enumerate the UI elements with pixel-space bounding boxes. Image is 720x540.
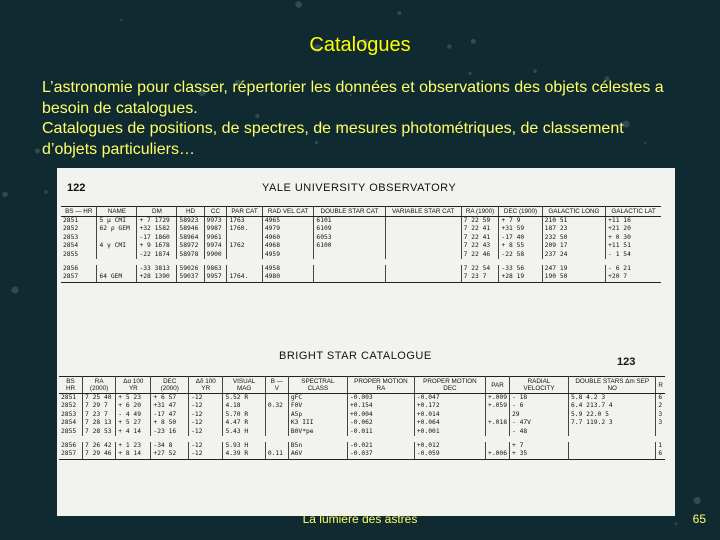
yale-cell: +28 1390 — [137, 273, 177, 282]
bsc-cell: + 5 23 — [116, 394, 151, 403]
bsc-row — [59, 402, 665, 410]
yale-row — [61, 242, 661, 250]
bsc-cell: 5.93 H — [223, 439, 265, 450]
yale-cell: 58946 — [177, 225, 204, 233]
yale-cell: -22 1874 — [137, 251, 177, 262]
yale-cell: -17 40 — [499, 234, 542, 242]
bsc-cell: + 35 — [510, 450, 569, 459]
bsc-cell — [265, 439, 288, 450]
yale-cell — [314, 262, 385, 273]
bsc-header-cell: DEC (2000) — [151, 377, 189, 394]
bsc-cell: + 8 14 — [116, 450, 151, 459]
yale-cell: 190 50 — [542, 273, 605, 282]
yale-cell: +21 20 — [608, 225, 631, 233]
bsc-cell: 2852 — [59, 402, 83, 410]
star-dot — [120, 19, 122, 21]
bsc-row — [59, 411, 665, 419]
yale-cell: 9957 — [204, 273, 227, 282]
bsc-header-cell: Δδ 100 YR — [189, 377, 223, 394]
star-dot — [295, 1, 302, 8]
bsc-cell: 0.32 — [265, 402, 288, 410]
bsc-cell: gFC — [288, 394, 347, 403]
bsc-row — [59, 439, 665, 450]
yale-cell: 232 50 — [542, 234, 605, 242]
bsc-cell: +31 47 — [151, 402, 189, 410]
yale-cell: 1762 — [227, 242, 262, 250]
yale-cell: + 9 1678 — [137, 242, 177, 250]
footer-text: La lumière des astres — [302, 512, 418, 526]
bsc-cell: -0.011 — [347, 428, 414, 439]
yale-cell — [227, 251, 262, 262]
yale-cell: +32 1582 — [137, 225, 177, 233]
yale-cell — [97, 262, 137, 273]
yale-cell: + 7 1729 — [137, 217, 177, 226]
yale-cell: 58923 — [177, 217, 204, 226]
bsc-cell — [569, 428, 656, 439]
yale-cell: 4980 — [262, 273, 314, 282]
yale-cell — [314, 251, 385, 262]
yale-cell: 58978 — [177, 251, 204, 262]
bsc-cell: 7 28 13 — [83, 419, 116, 427]
bsc-cell: 7 26 42 — [83, 439, 116, 450]
yale-table — [61, 206, 661, 283]
bsc-cell: 6 — [658, 394, 663, 401]
bsc-cell: 4.39 R — [223, 450, 265, 459]
yale-cell — [227, 262, 262, 273]
bsc-cell: -0.021 — [347, 439, 414, 450]
yale-cell: 2854 — [61, 242, 97, 250]
yale-cell: 7 22 46 — [461, 251, 499, 262]
yale-row — [61, 234, 661, 242]
yale-header-cell: DM — [137, 207, 177, 217]
yale-header-cell: RA (1900) — [461, 207, 499, 217]
top-catalogue-title: YALE UNIVERSITY OBSERVATORY — [262, 182, 457, 194]
yale-header-cell: VARIABLE STAR CAT — [385, 207, 461, 217]
bsc-cell: -0.003 — [347, 394, 414, 403]
paragraph-2: Catalogues de positions, de spectres, de mesures photométriques, de classement d’objets particuliers… — [42, 120, 624, 158]
bsc-cell: +0.012 — [414, 439, 485, 450]
yale-cell: 247 19 — [542, 262, 605, 273]
bsc-cell: +27 52 — [151, 450, 189, 459]
bsc-row — [59, 419, 665, 427]
bsc-cell: 2854 — [59, 419, 83, 427]
yale-cell: 4959 — [262, 251, 314, 262]
bsc-header-cell: VISUAL MAG — [223, 377, 265, 394]
yale-cell: -22 58 — [499, 251, 542, 262]
bsc-cell: - 4 49 — [116, 411, 151, 419]
yale-cell — [97, 234, 137, 242]
yale-cell: 2853 — [61, 234, 97, 242]
yale-cell: 4968 — [262, 242, 314, 250]
bsc-cell: B5n — [288, 439, 347, 450]
bsc-cell: - 47V — [510, 419, 569, 427]
bsc-cell: 2857 — [59, 450, 83, 459]
bsc-cell: 4.47 R — [223, 419, 265, 427]
bsc-cell: + 6 20 — [116, 402, 151, 410]
bsc-cell: 7 29 46 — [83, 450, 116, 459]
yale-cell: 7 23 7 — [461, 273, 499, 282]
bsc-cell: A5p — [288, 411, 347, 419]
star-dot — [2, 192, 8, 198]
yale-row — [61, 273, 661, 282]
yale-header-cell: GALACTIC LONG — [542, 207, 605, 217]
bsc-cell — [486, 411, 510, 419]
yale-cell: 9987 — [204, 225, 227, 233]
yale-cell: 2857 — [61, 273, 97, 282]
bsc-cell: 0.11 — [265, 450, 288, 459]
bsc-cell: 7.7 119.2 3 — [569, 419, 656, 427]
yale-cell: 237 24 — [542, 251, 605, 262]
yale-cell — [314, 273, 385, 282]
bsc-cell: -12 — [189, 402, 223, 410]
bsc-cell: 7 28 53 — [83, 428, 116, 439]
yale-cell: 9973 — [204, 217, 227, 226]
star-dot — [468, 72, 471, 75]
bsc-cell: 1 — [658, 442, 663, 450]
bsc-cell: +.009 — [486, 394, 510, 403]
yale-cell: +11 16 — [608, 217, 631, 224]
bsc-cell — [265, 428, 288, 439]
yale-cell — [385, 242, 461, 250]
bsc-cell: 29 — [510, 411, 569, 419]
yale-header-cell: DEC (1900) — [499, 207, 542, 217]
yale-header-cell: CC — [204, 207, 227, 217]
bsc-cell: + 4 14 — [116, 428, 151, 439]
bsc-cell — [486, 428, 510, 439]
bsc-cell: -12 — [189, 439, 223, 450]
yale-row — [61, 217, 661, 226]
yale-cell: 187 23 — [542, 225, 605, 233]
yale-cell: +20 7 — [606, 273, 661, 282]
bsc-cell: 3 — [658, 410, 663, 418]
yale-cell: 5 μ CMI — [97, 217, 137, 226]
star-dot — [533, 69, 537, 73]
yale-cell: 4 γ CMI — [97, 242, 137, 250]
yale-cell — [385, 273, 461, 282]
yale-cell: 2852 — [61, 225, 97, 233]
yale-header-cell: PAR CAT — [227, 207, 262, 217]
yale-cell: 58964 — [177, 234, 204, 242]
yale-cell: -17 1860 — [137, 234, 177, 242]
bsc-cell: 2 — [658, 402, 663, 410]
bsc-cell: 5.9 22.0 5 — [569, 411, 656, 419]
bsc-cell: + 6 57 — [151, 394, 189, 403]
bsc-cell: +.018 — [486, 419, 510, 427]
bsc-cell: +0.172 — [414, 402, 485, 410]
bsc-header-cell: PROPER MOTION DEC — [414, 377, 485, 394]
yale-header-cell: DOUBLE STAR CAT — [314, 207, 385, 217]
bsc-cell: + 7 — [510, 439, 569, 450]
yale-cell — [227, 234, 262, 242]
star-dot — [44, 190, 47, 193]
bsc-cell: A6V — [288, 450, 347, 459]
yale-cell: 4958 — [262, 262, 314, 273]
yale-cell: 4979 — [262, 225, 314, 233]
yale-cell: + 0 30 — [608, 233, 631, 241]
bsc-cell: -12 — [189, 419, 223, 427]
yale-cell: 4960 — [262, 234, 314, 242]
yale-cell: + 7 9 — [499, 217, 542, 226]
yale-cell: 59037 — [177, 273, 204, 282]
bsc-header-cell: B — V — [265, 377, 288, 394]
yale-cell: 6100 — [314, 242, 385, 250]
bsc-table — [59, 376, 665, 460]
bsc-cell: + 5 27 — [116, 419, 151, 427]
star-dot — [694, 497, 701, 504]
bsc-cell: +.006 — [486, 450, 510, 459]
yale-row — [61, 262, 661, 273]
bsc-cell: -0.037 — [347, 450, 414, 459]
bsc-cell: 7 25 40 — [83, 394, 116, 403]
yale-header-cell: BS — HR — [61, 207, 97, 217]
bsc-header-cell: BS HR — [59, 377, 83, 394]
bsc-cell: -0.047 — [414, 394, 485, 403]
bsc-cell — [569, 439, 656, 450]
bsc-header-cell: R — [656, 377, 665, 394]
bsc-cell — [656, 428, 665, 439]
bsc-cell: 5.52 R — [223, 394, 265, 403]
bsc-header-cell: PROPER MOTION RA — [347, 377, 414, 394]
bsc-row — [59, 428, 665, 439]
bsc-cell: -34 8 — [151, 439, 189, 450]
yale-cell: +31 59 — [499, 225, 542, 233]
bsc-cell: 2855 — [59, 428, 83, 439]
bsc-cell: -12 — [189, 428, 223, 439]
yale-header-cell: RAD VEL CAT — [262, 207, 314, 217]
yale-cell: 2851 — [61, 217, 97, 226]
bsc-cell: + 8 50 — [151, 419, 189, 427]
yale-cell — [97, 251, 137, 262]
yale-cell: 2856 — [61, 262, 97, 273]
yale-cell: 9900 — [204, 251, 227, 262]
yale-cell: +28 19 — [499, 273, 542, 282]
yale-cell: - 6 21 — [608, 265, 631, 273]
yale-cell: 7 22 54 — [461, 262, 499, 273]
yale-cell: - 1 54 — [608, 250, 631, 258]
yale-header-cell: NAME — [97, 207, 137, 217]
bsc-cell: + 1 23 — [116, 439, 151, 450]
yale-cell: 59026 — [177, 262, 204, 273]
bsc-cell: - 18 — [510, 394, 569, 403]
yale-cell: 62 ρ GEM — [97, 225, 137, 233]
bsc-cell: -12 — [189, 411, 223, 419]
bsc-cell: -23 16 — [151, 428, 189, 439]
bsc-cell: B0V*pe — [288, 428, 347, 439]
bsc-cell: -17 47 — [151, 411, 189, 419]
bsc-cell: -0.062 — [347, 419, 414, 427]
yale-cell: + 8 55 — [499, 242, 542, 250]
yale-cell — [385, 217, 461, 226]
bsc-header-cell: DOUBLE STARS Δm SEP NO — [569, 377, 656, 394]
yale-cell: 64 GEM — [97, 273, 137, 282]
bsc-header-cell: RADIAL VELOCITY — [510, 377, 569, 394]
bsc-cell: 5.8 4.2 3 — [569, 394, 656, 403]
bsc-cell — [265, 394, 288, 403]
bsc-cell: 5.70 R — [223, 411, 265, 419]
bottom-catalogue-title: BRIGHT STAR CATALOGUE — [279, 350, 432, 362]
bsc-cell: 6.4 213.7 4 — [569, 402, 656, 410]
bsc-cell: -0.059 — [414, 450, 485, 459]
bsc-header-cell: PAR — [486, 377, 510, 394]
catalogue-scan-image — [57, 168, 675, 516]
yale-cell: 9961 — [204, 234, 227, 242]
slide-title: Catalogues — [309, 34, 411, 56]
bsc-cell: +0.004 — [347, 411, 414, 419]
yale-cell: 7 22 41 — [461, 234, 499, 242]
bsc-header-cell: RA (2000) — [83, 377, 116, 394]
yale-cell: 4965 — [262, 217, 314, 226]
yale-cell — [385, 251, 461, 262]
bsc-header-cell: Δα 100 YR — [116, 377, 151, 394]
yale-cell: 7 22 41 — [461, 225, 499, 233]
bsc-cell: 6 — [656, 450, 665, 459]
bsc-cell: -12 — [189, 394, 223, 403]
bsc-cell: 7 23 7 — [83, 411, 116, 419]
yale-cell: -33 3813 — [137, 262, 177, 273]
yale-cell: 6109 — [314, 225, 385, 233]
bsc-row — [59, 450, 665, 459]
yale-header-cell: GALACTIC LAT — [606, 207, 661, 217]
page-number: 65 — [692, 512, 706, 526]
yale-cell — [385, 234, 461, 242]
yale-row — [61, 251, 661, 262]
yale-cell — [385, 262, 461, 273]
yale-cell: 7 22 43 — [461, 242, 499, 250]
yale-cell: 2855 — [61, 251, 97, 262]
bsc-cell: 5.43 H — [223, 428, 265, 439]
bsc-cell: 2856 — [59, 439, 83, 450]
bsc-cell: 2853 — [59, 411, 83, 419]
bsc-row — [59, 394, 665, 403]
bsc-cell — [265, 419, 288, 427]
bsc-cell — [265, 411, 288, 419]
bsc-cell: +0.064 — [414, 419, 485, 427]
bsc-header-cell: SPECTRAL CLASS — [288, 377, 347, 394]
yale-cell: 9974 — [204, 242, 227, 250]
yale-cell: -33 56 — [499, 262, 542, 273]
bsc-cell: 7 29 7 — [83, 402, 116, 410]
star-dot — [12, 287, 19, 294]
slide-body — [42, 78, 682, 160]
bsc-cell: - 6 — [510, 402, 569, 410]
bsc-cell: K3 III — [288, 419, 347, 427]
bsc-cell: 2851 — [59, 394, 83, 403]
bsc-cell: -12 — [189, 450, 223, 459]
yale-cell: 209 17 — [542, 242, 605, 250]
yale-cell: 1764. — [227, 273, 262, 282]
star-dot — [35, 149, 40, 154]
yale-cell: 58972 — [177, 242, 204, 250]
yale-cell: 7 22 59 — [461, 217, 499, 226]
yale-cell: 1763 — [227, 217, 262, 226]
bsc-cell: +.059 — [486, 402, 510, 410]
bsc-cell: +0.001 — [414, 428, 485, 439]
bsc-cell: +0.014 — [414, 411, 485, 419]
bsc-cell: F0V — [288, 402, 347, 410]
yale-row — [61, 225, 661, 233]
paragraph-1: L’astronomie pour classer, répertorier les données et observations des objets célestes a besoin de catalogues. — [42, 79, 664, 117]
yale-cell: 6053 — [314, 234, 385, 242]
bsc-cell — [486, 439, 510, 450]
yale-cell: 1760. — [227, 225, 262, 233]
bsc-cell: 4.18 — [223, 402, 265, 410]
bsc-cell: 3 — [658, 419, 663, 427]
top-page-number: 122 — [67, 182, 86, 194]
bottom-page-number: 123 — [617, 356, 636, 368]
star-dot — [397, 11, 401, 15]
bsc-cell — [569, 450, 656, 459]
yale-cell — [385, 225, 461, 233]
bsc-cell: - 48 — [510, 428, 569, 439]
yale-cell: 9863 — [204, 262, 227, 273]
yale-cell: 210 51 — [542, 217, 605, 226]
yale-cell: +11 51 — [608, 242, 631, 250]
bsc-cell: +0.154 — [347, 402, 414, 410]
yale-cell: 6101 — [314, 217, 385, 226]
yale-header-cell: HD — [177, 207, 204, 217]
